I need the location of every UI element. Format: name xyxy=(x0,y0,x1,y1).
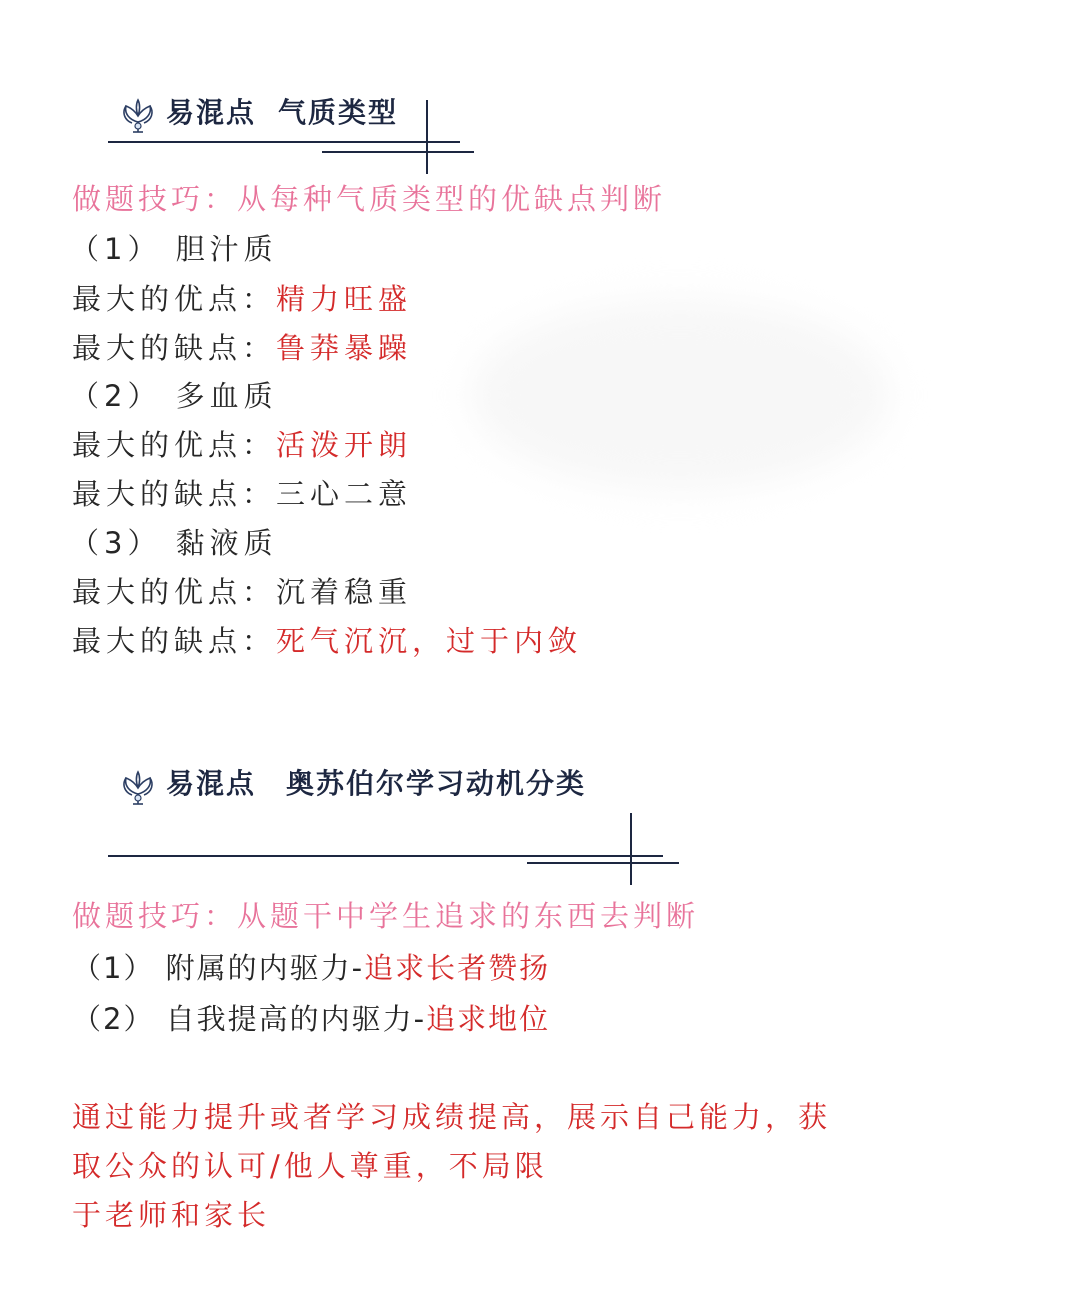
disadvantage-value: 死气沉沉，过于内敛 xyxy=(276,624,583,658)
disadvantage-label: 最大的缺点： xyxy=(72,477,277,511)
tip-text: 做题技巧：从题干中学生追求的东西去判断 xyxy=(72,899,700,933)
heading-vertical-rule xyxy=(426,100,428,174)
advantage-value: 活泼开朗 xyxy=(276,428,413,462)
disadvantage-label: 最大的缺点： xyxy=(72,331,277,365)
item-title: （2） 多血质 xyxy=(70,379,278,413)
heading-tag: 易混点 xyxy=(166,96,257,129)
section-heading xyxy=(166,766,586,802)
paragraph-line: 于老师和家长 xyxy=(72,1198,271,1232)
motivation-label: （1） 附属的内驱力- xyxy=(72,951,365,985)
flower-icon xyxy=(118,768,158,808)
heading-title: 气质类型 xyxy=(278,96,399,129)
advantage-row xyxy=(72,425,412,465)
advantage-row xyxy=(72,572,412,612)
paragraph-line: 取公众的认可/他人尊重，不局限 xyxy=(72,1149,548,1183)
disadvantage-value: 鲁莽暴躁 xyxy=(276,331,413,365)
heading-underline xyxy=(108,855,663,857)
heading-tag: 易混点 xyxy=(166,767,257,800)
advantage-row xyxy=(72,279,412,319)
heading-vertical-rule xyxy=(630,813,632,885)
advantage-value: 精力旺盛 xyxy=(276,282,413,316)
item-title: （3） 黏液质 xyxy=(70,526,278,560)
heading-underline-accent xyxy=(322,151,474,153)
motivation-item xyxy=(72,999,550,1039)
heading-underline xyxy=(108,141,460,143)
section-heading xyxy=(166,95,398,131)
disadvantage-label: 最大的缺点： xyxy=(72,624,277,658)
paragraph-line: 通过能力提升或者学习成绩提高，展示自己能力，获 xyxy=(72,1100,832,1134)
disadvantage-value: 三心二意 xyxy=(276,477,413,511)
background-smudge xyxy=(470,300,890,490)
disadvantage-row xyxy=(72,328,412,368)
heading-title: 奥苏伯尔学习动机分类 xyxy=(286,767,587,800)
advantage-label: 最大的优点： xyxy=(72,575,277,609)
heading-underline-accent xyxy=(527,862,679,864)
item-title: （1） 胆汁质 xyxy=(70,232,278,266)
motivation-value: 追求地位 xyxy=(426,1002,551,1036)
disadvantage-row xyxy=(72,621,582,661)
advantage-label: 最大的优点： xyxy=(72,428,277,462)
flower-icon xyxy=(118,96,158,136)
motivation-item xyxy=(72,948,550,988)
motivation-label: （2） 自我提高的内驱力- xyxy=(72,1002,427,1036)
disadvantage-row xyxy=(72,474,412,514)
motivation-value: 追求长者赞扬 xyxy=(364,951,551,985)
advantage-value: 沉着稳重 xyxy=(276,575,413,609)
tip-text: 做题技巧：从每种气质类型的优缺点判断 xyxy=(72,182,667,216)
explanation-paragraph xyxy=(72,1093,831,1240)
advantage-label: 最大的优点： xyxy=(72,282,277,316)
